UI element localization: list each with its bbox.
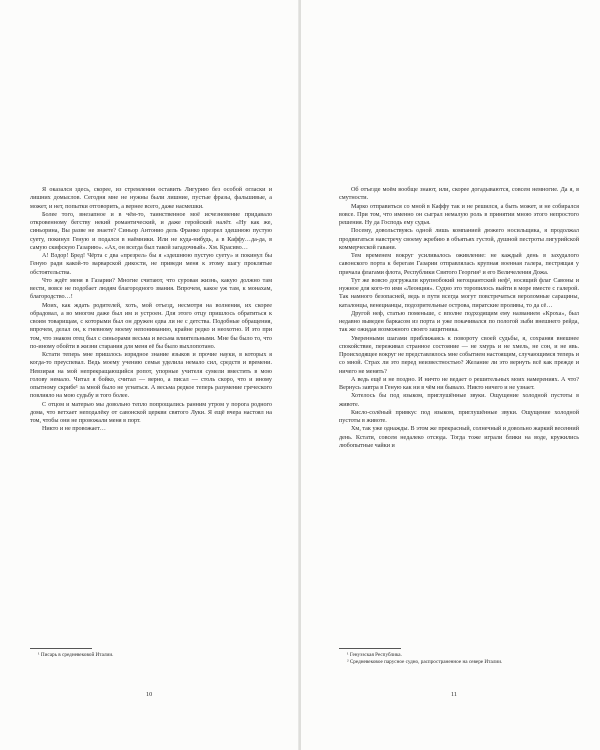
page-number: 10 (146, 691, 153, 698)
paragraph: Кисло-солёный привкус под языком, приглушённые звуки. Ощущение холодной пустоты в животе. (339, 409, 579, 424)
paragraph: Моих, как ждать родителей, хоть, мой отъезд, несмотря на волнения, их скорее обрадовал, а во многом даже был им и устроен. Для этого отцу пришлось обратиться к своим товарищам, с которыми был он дружен едва ли не с детства. Подобные обращения, впрочем, делал он, к гневному моему непониманию, крайне редко и неохотно. И это при том, что знаком отец был с синьорами весьма и весьма влиятельными. Мне бы было то, что по-иному обойти в жизни старания для меня её бы было выхлопотано. (30, 302, 272, 350)
right-page-text (339, 186, 579, 450)
paragraph: Хотелось бы под языком, приглушённые звуки. Ощущение холодной пустоты в животе. (339, 393, 579, 408)
paragraph: Другой неф, статью поменьше, с вполне подходящим ему названием «Кроха», был недавно выведен баркасом из порта и уже покачивался по пологой зыби внешнего рейда, так же ожидая возможного своего защитника. (339, 310, 579, 334)
page-number: 11 (451, 691, 457, 698)
paragraph: А! Вздор! Бред! Чёрта с два «презрел» бы я «здешнюю пустую суету» и покинул бы Геную ради какой-то варварской дикости, не приведи меня к этому шагу проклятые обстоятельства. (30, 253, 272, 276)
right-page (301, 0, 600, 750)
paragraph: С отцом и матерью мы довольно тепло попрощались ранним утром у порога родного дома, что ветхает неподалёку от савонской церкви святого Луки. Я ещё вчера настоял на том, чтобы они не провожали меня в порт. (30, 401, 272, 424)
paragraph: Что ждёт меня в Газарии? Многие считают, что суровая жизнь, какую должно там вести, вовсе не подобает людям благородного звания. Впрочем, какое уж там, к монахам, благородство…! (30, 277, 272, 301)
footnote: ¹ Писарь в средневековой Италии. (38, 652, 114, 658)
paragraph: Об отъезде моём вообще знают, или, скорее догадываются, совсем немногие. Да я, в смутности. (339, 187, 579, 202)
paragraph: Кстати теперь мне пришлось изрядное знание языков и прочие науки, в которых я когда-то преуспевал. Ведь моему учению семья уделила немало сил, средств и времени. Невзирая на мой непрекращающийся ропот, упорные учителя сумели вместить в мою голову немало. Читал я бойко, считал — верно, а писал — столь скоро, что и иному опытному скрибе¹ за мной было не угнаться. А весьма редкое теперь разумение греческого повлияло на мою судьбу и того более. (30, 352, 272, 400)
left-footnotes (30, 648, 272, 659)
paragraph: Никто и не провожает… (42, 426, 106, 433)
paragraph: Я оказался здесь, скорее, из стремления оставить Лигурию без особой огласки и лишних домыслов. Сегодня мне не нужны были лишние, пустые фразы, фальшивые, а может, и нет, попытки отговорить, а вернее всего, даже насмешки. (30, 187, 272, 210)
footnote: ² Средневековое парусное судно, распространенное на севере Италии. (347, 659, 503, 665)
right-footnotes (339, 648, 579, 666)
paragraph: Более того, внезапное и в чём-то, таинственное моё исчезновение придавало откровенному бегству некий романтический, и даже геройский налёт. «Ну как же, синьорина, Вы разве не знаете? Синьор Антонио дель Франко презрел здешнюю пустую суету, покинул Геную и подался в наёмники. Или не куда-нибудь, а в Каффу…да-да, в самую скифскую Газарию». «Ах, он всегда был такой загадочный». Хм. Красиво… (30, 211, 272, 251)
paragraph: Тем временем вокруг усиливалось оживление: не каждый день в захудалого савонского порта к берегам Газарии отправлялась крупная военная галера, пестрящая у причала флагами флота, Республики Святого Георгия¹ и его Величеления Дожа. (339, 253, 579, 276)
paragraph: Марко отправиться со мной в Каффу так и не решился, а быть может, и не собирался вовсе. При том, что именно он сыграл немалую роль в принятии мною этого непростого решения. Ну да Господь ему судья. (339, 203, 579, 226)
footnote-rule (339, 648, 401, 649)
left-page (0, 0, 299, 750)
paragraph: Тут же вовсю догружали крупнобокий негоциантский неф², носящий флаг Савоны и нужное для кого-то имя «Леонция». Судно это торопилось выйти в море вместе с галерой. Так намного безопасней, ведь в пути всегда могут повстречаться вероломные сарацины, каталонцы, венецианцы, подозрительные острова, пиратские проливы, то да сё… (339, 277, 579, 309)
paragraph: Посему, довольствуясь одной лишь компанией дюжего носильщика, я продолжал продвигаться навстречу своему жребию в объятьях густой, душной пестроты лигурийской коммерческой гавани. (339, 228, 579, 251)
paragraph: Хм, так уже однажды. В этом же прекрасный, солнечный и довольно жаркий весенний день. Кстати, совсем недалеко отсюда. Тогда тоже играли блики на воде, кружились любопытные чайки и (339, 426, 579, 449)
paragraph: А ведь ещё и не поздно. И ничто не ведает о решительных моих намерениях. А что? Вернусь завтра в Геную как ни в чём ни бывало. Никто ничего и не узнает. (339, 376, 579, 391)
footnote-rule (30, 648, 92, 649)
paragraph: Уверенными шагами приближаясь к повороту своей судьбы, я, сохраняя внешнее спокойствие, переживал странное состояние — не хмурь и не хмель, не сон, и не явь. Происходящее вокруг не представлялось мне событием настоящим, случающимся теперь и со мной. Страх ли это перед неизвестностью? Желание ли это вернуть всё как прежде и ничего не менять? (339, 335, 579, 375)
left-page-text (30, 186, 272, 434)
footnote: ¹ Генуэзская Республика. (347, 652, 402, 658)
